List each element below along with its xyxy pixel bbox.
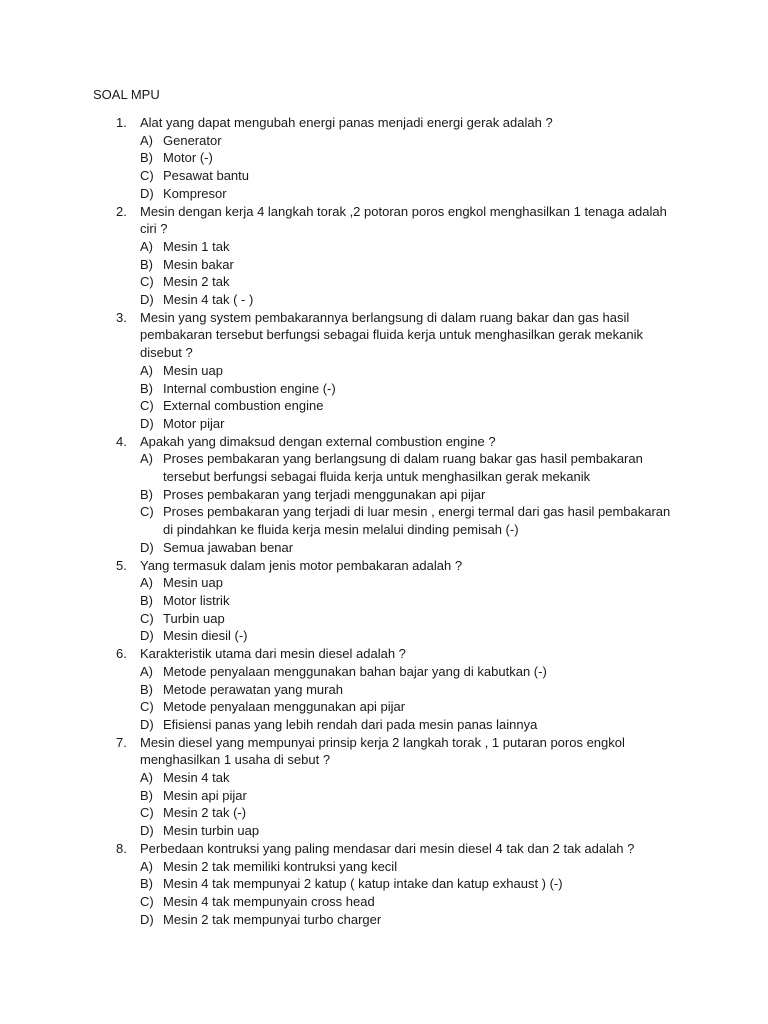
option-label: A)	[140, 663, 153, 679]
question-text: Mesin dengan kerja 4 langkah torak ,2 potoran poros engkol menghasilkan 1 tenaga adalah ciri ?	[140, 203, 667, 237]
option-label: C)	[140, 805, 154, 821]
answer-option	[0, 610, 768, 628]
option-label: D)	[140, 911, 154, 927]
option-label: B)	[140, 150, 153, 166]
question-number: 1.	[116, 115, 127, 130]
answer-option	[0, 415, 768, 433]
option-text: Mesin uap	[163, 362, 223, 378]
option-text: Mesin 1 tak	[163, 238, 230, 254]
option-label: D)	[140, 628, 154, 644]
option-label: B)	[140, 256, 153, 272]
option-text: Proses pembakaran yang berlangsung di dalam ruang bakar gas hasil pembakaran tersebut berfungsi sebagai fluida kerja untuk menghasilkan gerak mekanik	[163, 451, 643, 485]
option-list	[0, 362, 768, 433]
option-text: Motor pijar	[163, 415, 225, 431]
option-text: Mesin uap	[163, 575, 223, 591]
option-text: Metode perawatan yang murah	[163, 681, 343, 697]
option-label: B)	[140, 681, 153, 697]
answer-option	[0, 397, 768, 415]
answer-option	[0, 893, 768, 911]
option-label: B)	[140, 787, 153, 803]
option-text: Generator	[163, 132, 222, 148]
answer-option	[0, 858, 768, 876]
option-text: Mesin 2 tak (-)	[163, 805, 247, 821]
option-label: D)	[140, 415, 154, 431]
answer-option	[0, 681, 768, 699]
question-item	[0, 840, 768, 929]
option-text: Proses pembakaran yang terjadi menggunakan api pijar	[163, 486, 486, 502]
option-label: C)	[140, 274, 154, 290]
question-number: 5.	[116, 557, 127, 573]
answer-option	[0, 539, 768, 557]
document-title: SOAL MPU	[93, 87, 160, 102]
answer-option	[0, 273, 768, 291]
option-label: C)	[140, 610, 154, 626]
answer-option	[0, 132, 768, 150]
question-list	[0, 114, 768, 928]
option-label: D)	[140, 185, 154, 201]
option-text: Turbin uap	[163, 610, 225, 626]
answer-option	[0, 804, 768, 822]
option-list	[0, 574, 768, 645]
option-text: Mesin turbin uap	[163, 823, 260, 839]
option-label: C)	[140, 699, 154, 715]
option-label: B)	[140, 486, 153, 502]
option-label: D)	[140, 539, 154, 555]
answer-option	[0, 503, 768, 538]
option-text: Motor (-)	[163, 150, 213, 166]
answer-option	[0, 592, 768, 610]
answer-option	[0, 787, 768, 805]
option-label: C)	[140, 168, 154, 184]
answer-option	[0, 185, 768, 203]
option-label: B)	[140, 876, 153, 892]
option-text: Metode penyalaan menggunakan bahan bajar yang di kabutkan (-)	[163, 663, 547, 679]
option-list	[0, 132, 768, 203]
question-number: 8.	[116, 840, 127, 856]
question-text: Apakah yang dimaksud dengan external combustion engine ?	[140, 433, 496, 449]
option-text: Mesin 2 tak memiliki kontruksi yang kecil	[163, 858, 398, 874]
answer-option	[0, 450, 768, 485]
answer-option	[0, 769, 768, 787]
answer-option	[0, 486, 768, 504]
answer-option	[0, 362, 768, 380]
option-label: A)	[140, 575, 153, 591]
option-list	[0, 663, 768, 734]
question-item	[0, 645, 768, 734]
option-text: Mesin api pijar	[163, 787, 247, 803]
option-text: Pesawat bantu	[163, 168, 250, 184]
question-number: 6.	[116, 646, 127, 662]
option-text: Mesin 4 tak	[163, 770, 230, 786]
option-text: Proses pembakaran yang terjadi di luar mesin , energi termal dari gas hasil pembakaran di pindahkan ke fluida kerja mesin melalui dinding pemisah (-)	[163, 504, 671, 538]
question-item	[0, 433, 768, 557]
question-number: 3.	[116, 309, 127, 325]
question-text: Mesin yang system pembakarannya berlangsung di dalam ruang bakar dan gas hasil pembakaran tersebut berfungsi sebagai fluida kerja untuk menghasilkan gerak mekanik disebut ?	[140, 309, 643, 361]
answer-option	[0, 380, 768, 398]
option-text: Semua jawaban benar	[163, 539, 294, 555]
option-text: Efisiensi panas yang lebih rendah dari pada mesin panas lainnya	[163, 716, 538, 732]
answer-option	[0, 698, 768, 716]
answer-option	[0, 256, 768, 274]
question-text: Alat yang dapat mengubah energi panas menjadi energi gerak adalah ?	[140, 115, 553, 130]
answer-option	[0, 875, 768, 893]
answer-option	[0, 238, 768, 256]
option-label: D)	[140, 716, 154, 732]
question-text: Perbedaan kontruksi yang paling mendasar dari mesin diesel 4 tak dan 2 tak adalah ?	[140, 840, 635, 856]
answer-option	[0, 716, 768, 734]
option-text: Metode penyalaan menggunakan api pijar	[163, 699, 406, 715]
option-label: A)	[140, 238, 153, 254]
question-text: Mesin diesel yang mempunyai prinsip kerja 2 langkah torak , 1 putaran poros engkol menghasilkan 1 usaha di sebut ?	[140, 734, 625, 768]
question-text: Karakteristik utama dari mesin diesel adalah ?	[140, 646, 406, 662]
option-list	[0, 858, 768, 929]
option-text: Motor listrik	[163, 592, 230, 608]
option-text: Mesin 2 tak	[163, 274, 230, 290]
question-number: 2.	[116, 203, 127, 219]
option-text: Mesin diesil (-)	[163, 628, 248, 644]
option-label: D)	[140, 292, 154, 308]
option-label: A)	[140, 858, 153, 874]
answer-option	[0, 663, 768, 681]
option-text: Mesin 2 tak mempunyai turbo charger	[163, 911, 382, 927]
option-label: C)	[140, 398, 154, 414]
question-number: 7.	[116, 734, 127, 750]
option-text: Kompresor	[163, 185, 227, 201]
option-list	[0, 769, 768, 840]
option-label: A)	[140, 132, 153, 148]
option-list	[0, 450, 768, 556]
answer-option	[0, 291, 768, 309]
option-list	[0, 238, 768, 309]
question-text: Yang termasuk dalam jenis motor pembakaran adalah ?	[140, 557, 463, 573]
question-item	[0, 114, 768, 203]
option-label: B)	[140, 592, 153, 608]
option-text: Mesin 4 tak mempunyain cross head	[163, 893, 375, 909]
option-label: C)	[140, 504, 154, 520]
answer-option	[0, 627, 768, 645]
answer-option	[0, 167, 768, 185]
option-text: Mesin 4 tak ( - )	[163, 292, 254, 308]
option-label: B)	[140, 380, 153, 396]
question-number: 4.	[116, 433, 127, 449]
answer-option	[0, 822, 768, 840]
option-text: External combustion engine	[163, 398, 324, 414]
option-text: Mesin bakar	[163, 256, 234, 272]
option-label: C)	[140, 893, 154, 909]
answer-option	[0, 149, 768, 167]
option-label: A)	[140, 770, 153, 786]
question-item	[0, 309, 768, 433]
option-label: A)	[140, 362, 153, 378]
option-text: Internal combustion engine (-)	[163, 380, 336, 396]
question-item	[0, 734, 768, 840]
answer-option	[0, 911, 768, 929]
option-label: D)	[140, 823, 154, 839]
answer-option	[0, 574, 768, 592]
option-text: Mesin 4 tak mempunyai 2 katup ( katup intake dan katup exhaust ) (-)	[163, 876, 563, 892]
question-item	[0, 557, 768, 646]
question-item	[0, 203, 768, 309]
option-label: A)	[140, 451, 153, 467]
